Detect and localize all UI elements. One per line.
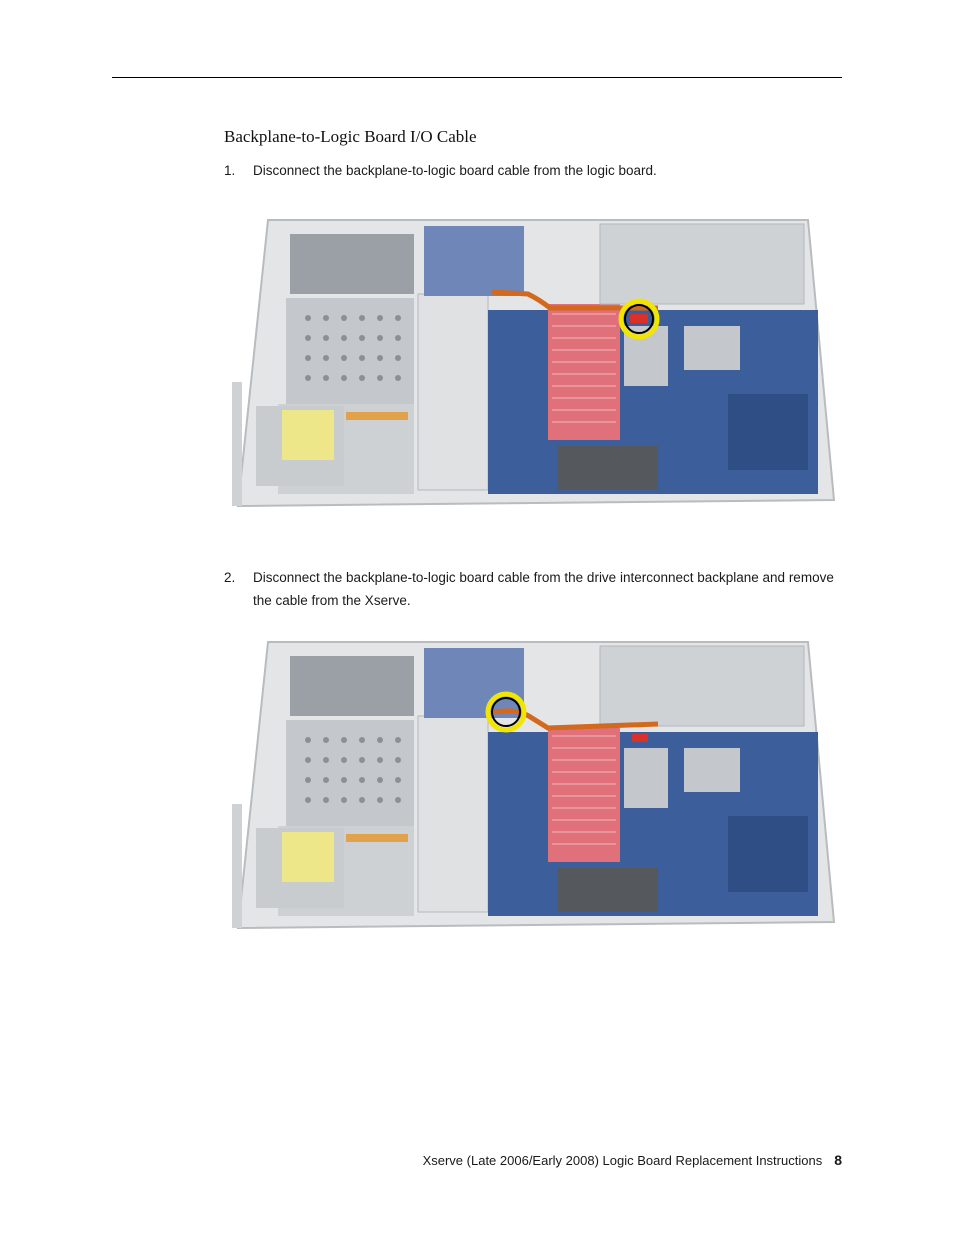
step-1: [224, 159, 844, 183]
power-supply: [418, 716, 488, 912]
xserve-interior-photo-2: [228, 636, 844, 936]
step-number: 2.: [224, 570, 236, 585]
footer-title: Xserve (Late 2006/Early 2008) Logic Board Replacement Instructions: [422, 1153, 823, 1168]
page-number: 8: [834, 1152, 842, 1168]
xserve-interior-photo-1: [228, 214, 844, 514]
page-footer: [423, 1152, 842, 1168]
power-supply: [418, 294, 488, 490]
fan-housing: [600, 646, 804, 726]
fan-housing: [600, 224, 804, 304]
step-text: Disconnect the backplane-to-logic board cable from the logic board.: [253, 163, 657, 178]
step-text: Disconnect the backplane-to-logic board cable from the drive interconnect backplane and remove the cable from the Xserve.: [253, 570, 834, 608]
section-heading: Backplane-to-Logic Board I/O Cable: [224, 127, 477, 146]
step-2: [224, 566, 844, 614]
step-number: 1.: [224, 163, 236, 178]
header-rule: [112, 77, 842, 78]
